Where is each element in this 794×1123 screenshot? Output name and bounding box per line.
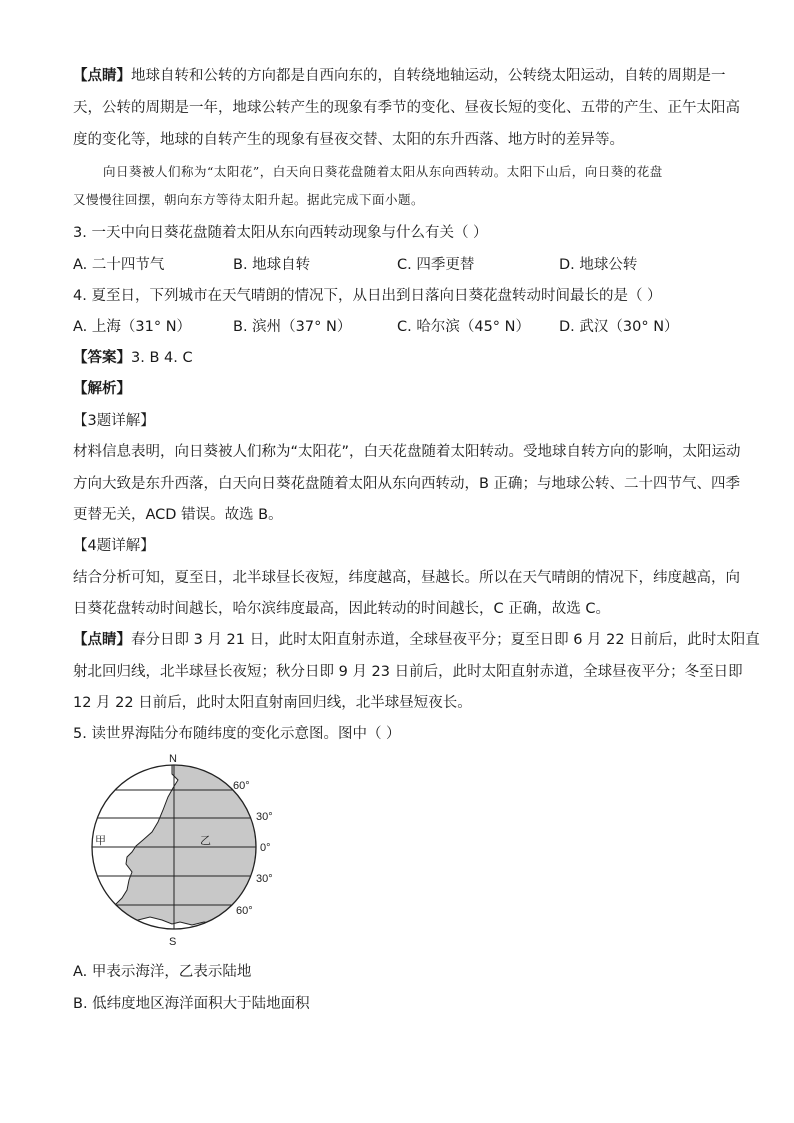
north-label: N (169, 753, 177, 765)
q4-option-d[interactable]: D. 武汉（30° N） (559, 319, 679, 335)
q4-stem: 4. 夏至日，下列城市在天气晴朗的情况下，从日出到日落向日葵花盘转动时间最长的是（ ） (73, 288, 662, 304)
note-line-2: 天，公转的周期是一年，地球公转产生的现象有季节的变化、昼夜长短的变化、五带的产生、正午太阳高 (73, 100, 740, 116)
material-line-1: 向日葵被人们称为“太阳花”，白天向日葵花盘随着太阳从东向西转动。太阳下山后，向日葵的花盘 (103, 164, 663, 179)
note2-text: 春分日即 3 月 21 日，此时太阳直射赤道，全球昼夜平分；夏至日即 6 月 22 日前后，此时太阳直 (131, 632, 760, 648)
detail3-tag: 【3题详解】 (73, 413, 155, 429)
note2-line-1 (73, 630, 760, 650)
answer-line (73, 348, 193, 368)
analysis-tag: 【解析】 (73, 381, 131, 397)
note-tag: 【点睛】 (73, 68, 131, 84)
detail3-line-1: 材料信息表明，向日葵被人们称为“太阳花”，白天花盘随着太阳转动。受地球自转方向的影响，太阳运动 (73, 444, 741, 460)
note2-tag: 【点睛】 (73, 632, 131, 648)
lat-label-30n: 30° (256, 811, 273, 823)
lat-label-60n: 60° (233, 780, 250, 792)
detail4-tag: 【4题详解】 (73, 538, 155, 554)
q3-option-b[interactable]: B. 地球自转 (233, 257, 311, 273)
note2-line-3: 12 月 22 日前后，此时太阳直射南回归线，北半球昼短夜长。 (73, 695, 472, 711)
lat-label-0: 0° (260, 842, 271, 854)
q3-option-c[interactable]: C. 四季更替 (397, 257, 475, 273)
south-label: S (169, 936, 177, 948)
detail4-line-1: 结合分析可知，夏至日，北半球昼长夜短，纬度越高，昼越长。所以在天气晴朗的情况下，纬度越高，向 (73, 570, 740, 586)
detail3-line-2: 方向大致是东升西落，白天向日葵花盘随着太阳从东向西转动，B 正确；与地球公转、二十四节气、四季 (73, 476, 741, 492)
q5-stem: 5. 读世界海陆分布随纬度的变化示意图。图中（ ） (73, 726, 401, 742)
detail3-line-3: 更替无关，ACD 错误。故选 B。 (73, 507, 283, 523)
note-text: 地球自转和公转的方向都是自西向东的，自转绕地轴运动，公转绕太阳运动，自转的周期是一 (131, 68, 726, 84)
note-line-3: 度的变化等，地球的自转产生的现象有昼夜交替、太阳的东升西落、地方时的差异等。 (73, 132, 624, 148)
q3-option-a[interactable]: A. 二十四节气 (73, 257, 165, 273)
note2-line-2: 射北回归线，北半球昼长夜短；秋分日即 9 月 23 日前后，此时太阳直射赤道，全球昼夜平分；冬至日即 (73, 664, 743, 680)
q3-stem: 3. 一天中向日葵花盘随着太阳从东向西转动现象与什么有关（ ） (73, 225, 488, 241)
right-region-label: 乙 (200, 835, 211, 847)
q4-option-c[interactable]: C. 哈尔滨（45° N） (397, 319, 530, 335)
q5-option-b[interactable]: B. 低纬度地区海洋面积大于陆地面积 (73, 996, 310, 1012)
lat-label-30s: 30° (256, 873, 273, 885)
detail4-line-2: 日葵花盘转动时间越长，哈尔滨纬度最高，因此转动的时间越长，C 正确，故选 C。 (73, 601, 610, 617)
land-sea-latitude-figure (80, 752, 280, 950)
material-line-2: 又慢慢往回摆，朝向东方等待太阳升起。据此完成下面小题。 (73, 192, 425, 207)
lat-label-60s: 60° (236, 905, 253, 917)
q4-option-a[interactable]: A. 上海（31° N） (73, 319, 192, 335)
q3-option-d[interactable]: D. 地球公转 (559, 257, 638, 273)
q5-option-a[interactable]: A. 甲表示海洋，乙表示陆地 (73, 964, 252, 980)
note-line-1 (73, 66, 726, 86)
left-region-label: 甲 (95, 835, 106, 847)
answer-tag: 【答案】 (73, 350, 131, 366)
q4-option-b[interactable]: B. 滨州（37° N） (233, 319, 352, 335)
answer-text: 3. B 4. C (131, 350, 193, 366)
